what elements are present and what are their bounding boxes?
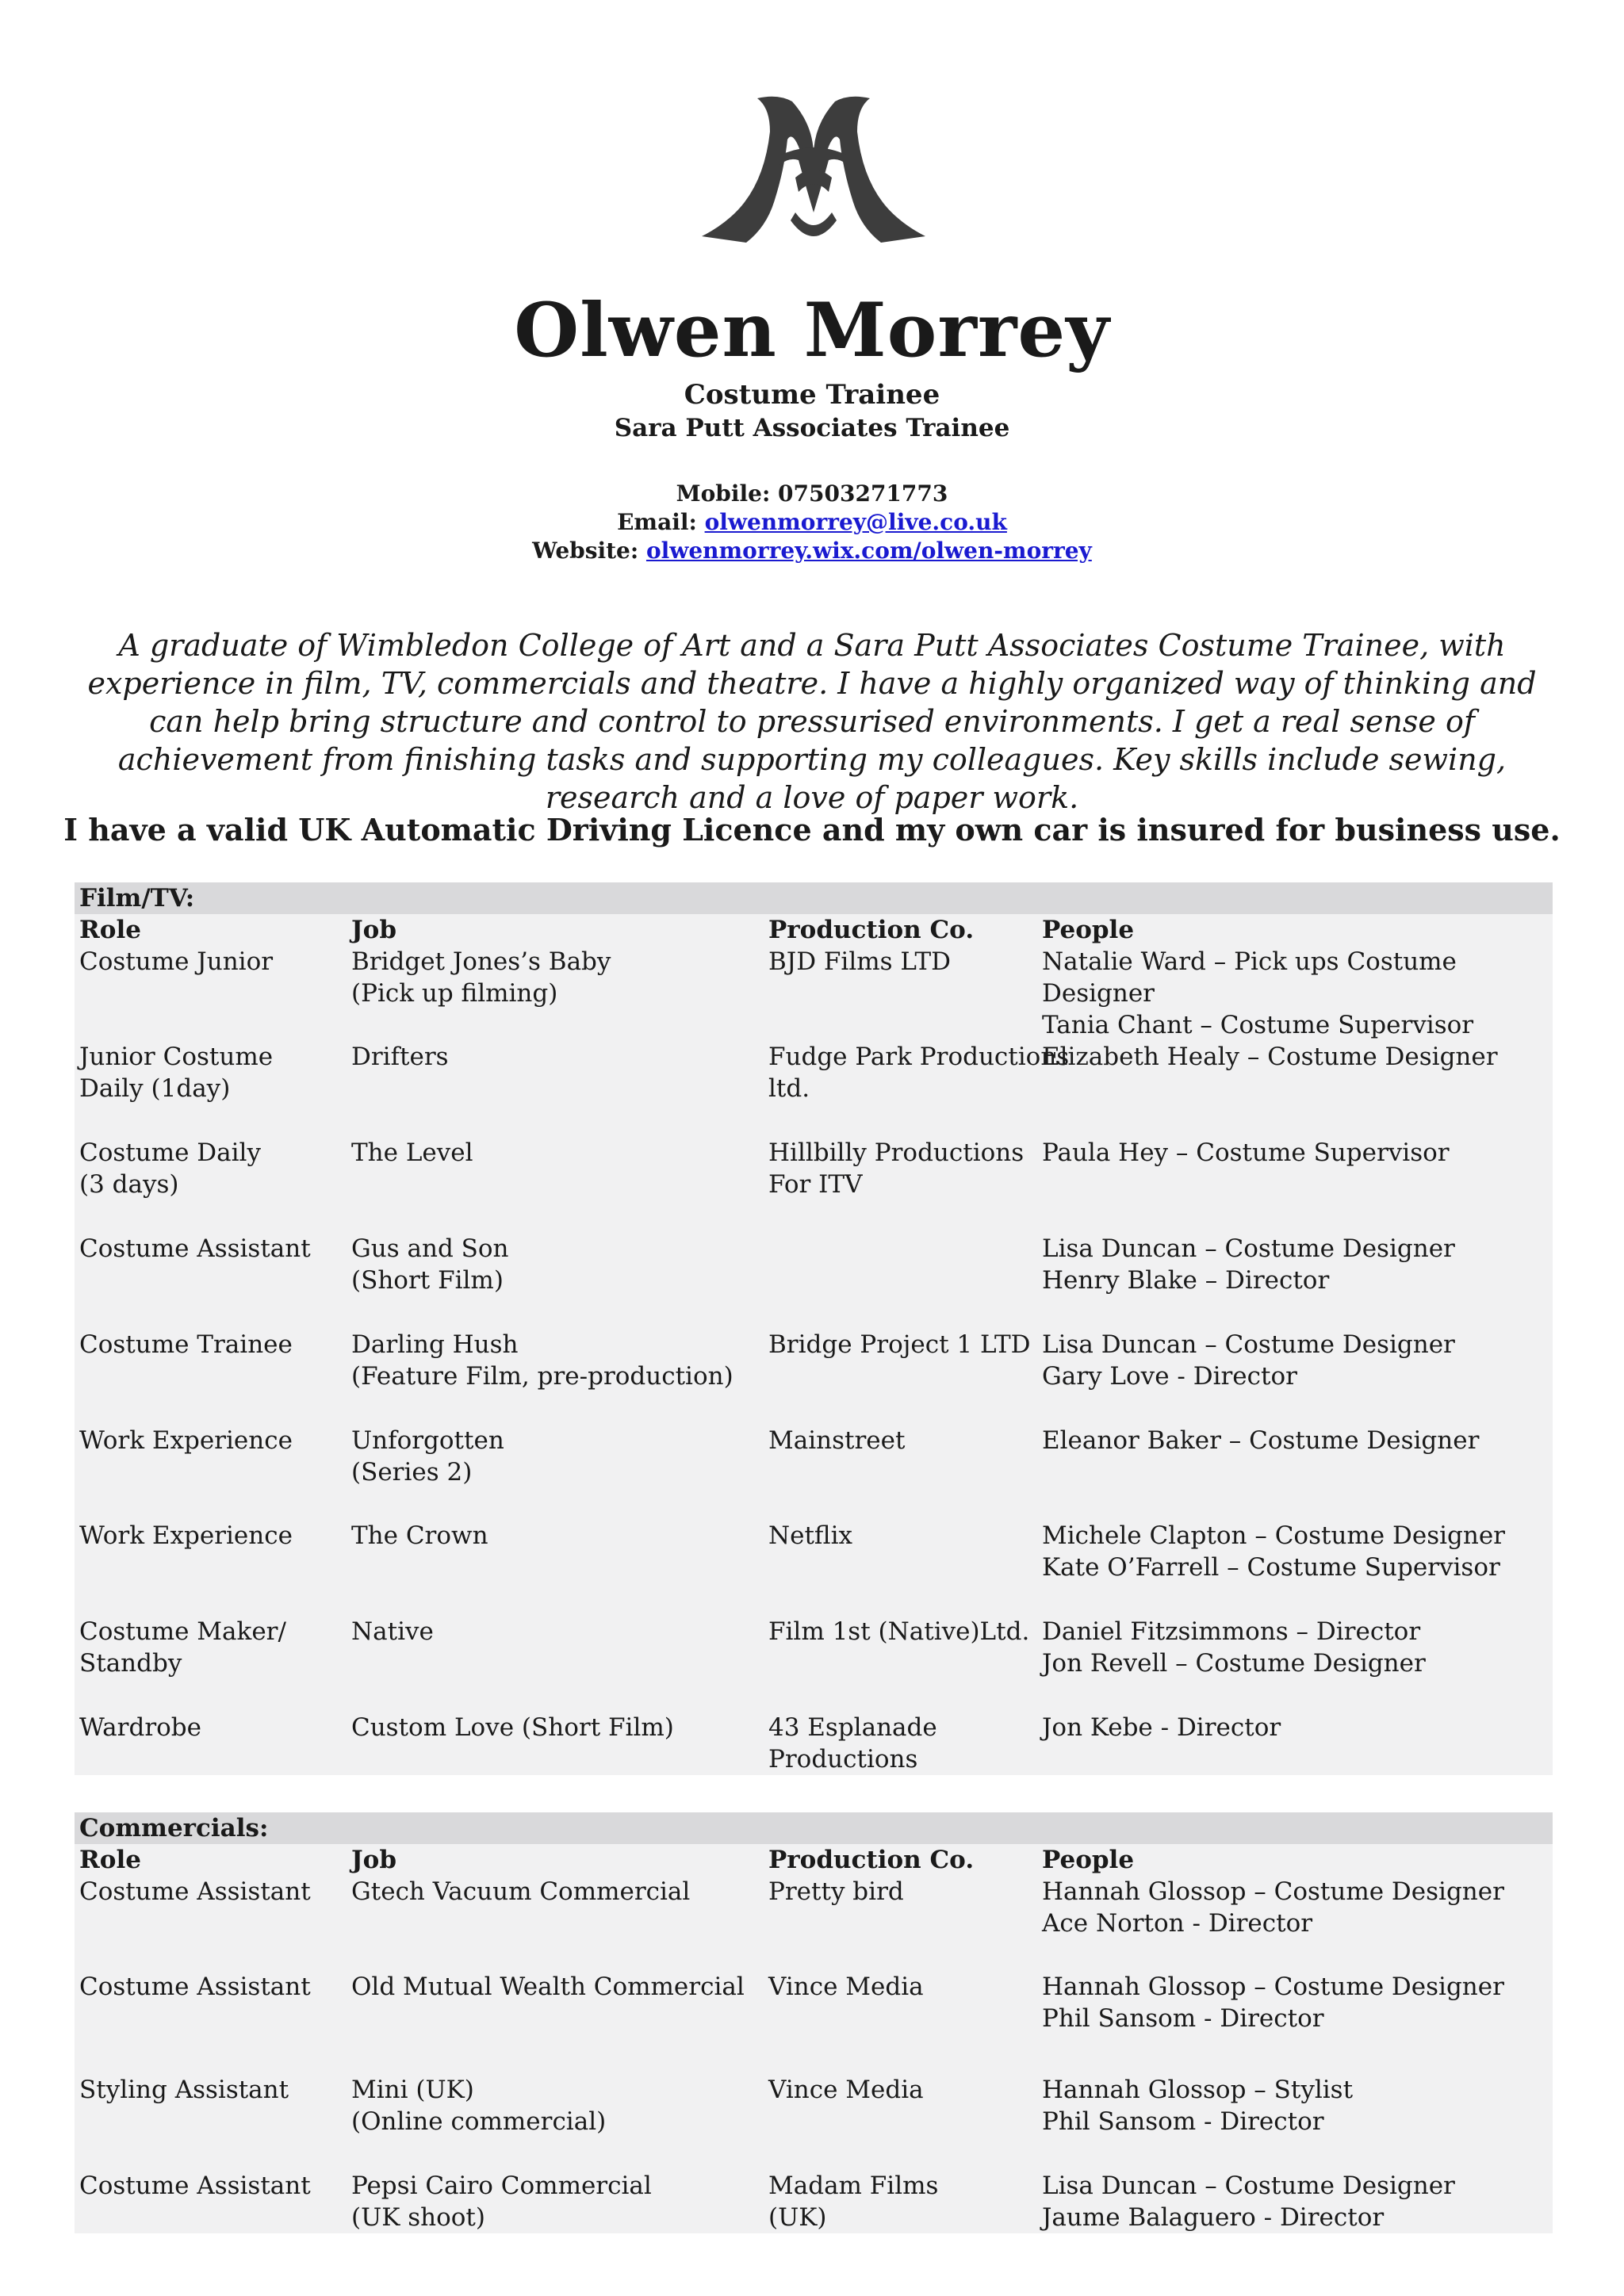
job-cell: Old Mutual Wealth Commercial xyxy=(351,1973,745,2001)
production-cell: Pretty bird xyxy=(768,1877,904,1906)
job-cell: The Level xyxy=(351,1138,473,1167)
production-cell: Vince Media xyxy=(768,1973,924,2001)
role-cell: Costume Trainee xyxy=(79,1330,293,1359)
table-row xyxy=(75,946,1553,1041)
column-people: People xyxy=(1042,1846,1135,1874)
column-production: Production Co. xyxy=(768,916,975,944)
table-row xyxy=(75,2170,1553,2233)
film-tv-section xyxy=(75,882,1553,1775)
people-cell: Eleanor Baker – Costume Designer xyxy=(1042,1426,1480,1455)
driving-licence-statement: I have a valid UK Automatic Driving Licence and my own car is insured for business use. xyxy=(63,812,1561,848)
role-cell: Styling Assistant xyxy=(79,2076,289,2104)
role-cell: Work Experience xyxy=(79,1426,293,1455)
production-cell: Mainstreet xyxy=(768,1426,906,1455)
role-cell: Costume Assistant xyxy=(79,1234,311,1263)
production-cell: 43 Esplanade Productions xyxy=(768,1713,937,1774)
job-cell: Drifters xyxy=(351,1043,449,1071)
role-cell: Work Experience xyxy=(79,1521,293,1550)
job-cell: Custom Love (Short Film) xyxy=(351,1713,674,1742)
role-cell: Costume Assistant xyxy=(79,1973,311,2001)
film-tv-column-header xyxy=(75,914,1553,946)
column-people: People xyxy=(1042,916,1135,944)
job-cell: Gus and Son (Short Film) xyxy=(351,1234,509,1295)
production-cell: Fudge Park Productions ltd. xyxy=(768,1043,1070,1103)
email-link[interactable]: olwenmorrey@live.co.uk xyxy=(704,509,1007,535)
film-tv-heading: Film/TV: xyxy=(75,882,1553,914)
people-cell: Hannah Glossop – Stylist Phil Sansom - Director xyxy=(1042,2076,1354,2136)
commercials-section xyxy=(75,1812,1553,2233)
email-line xyxy=(0,509,1624,535)
table-row xyxy=(75,1971,1553,2074)
table-row xyxy=(75,1233,1553,1329)
production-cell: Vince Media xyxy=(768,2076,924,2104)
table-row xyxy=(75,1041,1553,1137)
role-cell: Costume Maker/ Standby xyxy=(79,1617,286,1678)
table-row xyxy=(75,1876,1553,1971)
role-cell: Costume Junior xyxy=(79,947,274,976)
table-row xyxy=(75,1137,1553,1233)
table-row xyxy=(75,1425,1553,1520)
job-cell: Bridget Jones’s Baby (Pick up filming) xyxy=(351,947,611,1008)
job-cell: Mini (UK) (Online commercial) xyxy=(351,2076,607,2136)
mobile-number: 07503271773 xyxy=(778,480,948,507)
role-cell: Costume Assistant xyxy=(79,1877,311,1906)
mobile-line xyxy=(0,480,1624,507)
people-cell: Daniel Fitzsimmons – Director Jon Revell – Costume Designer xyxy=(1042,1617,1426,1678)
people-cell: Natalie Ward – Pick ups Costume Designer Tania Chant – Costume Supervisor xyxy=(1042,947,1474,1039)
role-cell: Costume Daily (3 days) xyxy=(79,1138,261,1199)
job-cell: Gtech Vacuum Commercial xyxy=(351,1877,691,1906)
job-cell: Pepsi Cairo Commercial (UK shoot) xyxy=(351,2172,652,2232)
table-row xyxy=(75,1329,1553,1425)
job-title: Costume Trainee xyxy=(684,379,940,411)
column-production: Production Co. xyxy=(768,1846,975,1874)
column-role: Role xyxy=(79,916,141,944)
job-cell: The Crown xyxy=(351,1521,488,1550)
commercials-heading: Commercials: xyxy=(75,1812,1553,1844)
job-cell: Darling Hush (Feature Film, pre-production) xyxy=(351,1330,733,1391)
people-cell: Jon Kebe - Director xyxy=(1042,1713,1281,1742)
mobile-label: Mobile: xyxy=(676,480,771,507)
table-row xyxy=(75,2074,1553,2170)
website-line xyxy=(0,538,1624,564)
role-cell: Costume Assistant xyxy=(79,2172,311,2200)
people-cell: Lisa Duncan – Costume Designer Gary Love - Director xyxy=(1042,1330,1455,1391)
production-cell: Bridge Project 1 LTD xyxy=(768,1330,1031,1359)
trainee-affiliation: Sara Putt Associates Trainee xyxy=(614,414,1010,442)
production-cell: Netflix xyxy=(768,1521,853,1550)
candidate-name: Olwen Morrey xyxy=(514,287,1110,374)
table-row xyxy=(75,1712,1553,1775)
commercials-column-header xyxy=(75,1844,1553,1876)
om-monogram-logo-icon xyxy=(702,94,925,246)
email-label: Email: xyxy=(617,509,697,535)
website-label: Website: xyxy=(532,538,639,564)
people-cell: Elizabeth Healy – Costume Designer xyxy=(1042,1043,1498,1071)
people-cell: Michele Clapton – Costume Designer Kate O’Farrell – Costume Supervisor xyxy=(1042,1521,1506,1582)
film-tv-rows xyxy=(75,946,1553,1775)
people-cell: Lisa Duncan – Costume Designer Jaume Balaguero - Director xyxy=(1042,2172,1455,2232)
job-cell: Native xyxy=(351,1617,434,1646)
table-row xyxy=(75,1616,1553,1712)
profile-summary: A graduate of Wimbledon College of Art and a Sara Putt Associates Costume Trainee, with experience in film, TV, commercials and theatre. I have a highly organized way of thinking and can help bring structure and control to pressurised environments. I get a real sense of achievement from finishing tasks and supporting my colleagues. Key skills include sewing, research and a love of paper work. xyxy=(87,628,1537,815)
column-job: Job xyxy=(351,916,397,944)
commercials-rows xyxy=(75,1876,1553,2233)
people-cell: Hannah Glossop – Costume Designer Phil Sansom - Director xyxy=(1042,1973,1504,2033)
people-cell: Hannah Glossop – Costume Designer Ace Norton - Director xyxy=(1042,1877,1504,1938)
production-cell: BJD Films LTD xyxy=(768,947,952,976)
production-cell: Hillbilly Productions For ITV xyxy=(768,1138,1025,1199)
role-cell: Junior Costume Daily (1day) xyxy=(79,1043,274,1103)
production-cell: Madam Films (UK) xyxy=(768,2172,939,2232)
role-cell: Wardrobe xyxy=(79,1713,201,1742)
people-cell: Lisa Duncan – Costume Designer Henry Blake – Director xyxy=(1042,1234,1455,1295)
people-cell: Paula Hey – Costume Supervisor xyxy=(1042,1138,1450,1167)
production-cell: Film 1st (Native)Ltd. xyxy=(768,1617,1030,1646)
job-cell: Unforgotten (Series 2) xyxy=(351,1426,504,1487)
website-link[interactable]: olwenmorrey.wix.com/olwen-morrey xyxy=(645,538,1092,564)
table-row xyxy=(75,1520,1553,1616)
column-role: Role xyxy=(79,1846,141,1874)
column-job: Job xyxy=(351,1846,397,1874)
